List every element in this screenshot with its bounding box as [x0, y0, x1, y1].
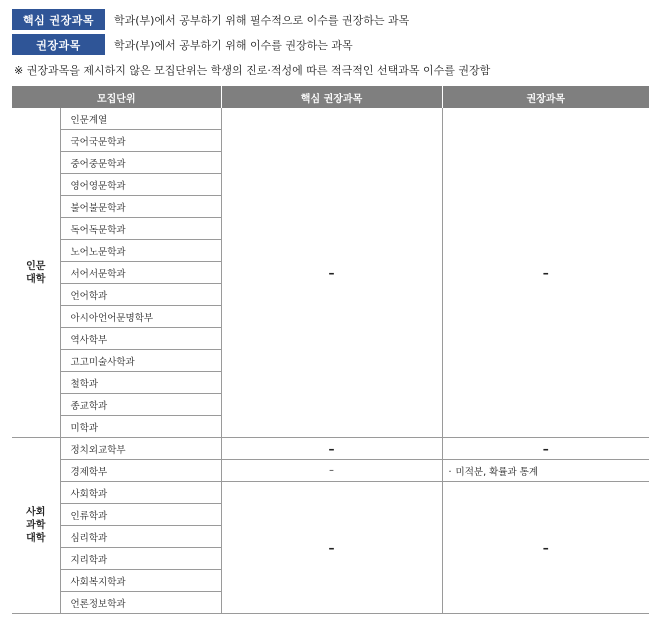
unit-name: 노어노문학과: [60, 240, 221, 262]
unit-name: 서어서문학과: [60, 262, 221, 284]
unit-name: 독어독문학과: [60, 218, 221, 240]
legend-core: [12, 9, 409, 30]
table-row: [12, 438, 649, 460]
recommended-course-value: –: [542, 540, 549, 555]
bullet-icon: ·: [448, 466, 452, 478]
college-name: 인문 대학: [12, 108, 60, 438]
table-row: [12, 482, 649, 504]
core-course-cell: [221, 108, 442, 438]
recommended-course-value: –: [542, 265, 549, 280]
core-course-cell: [221, 460, 442, 482]
recommended-course-cell: [442, 438, 649, 460]
recommended-courses-table: [12, 86, 649, 614]
unit-name: 인류학과: [60, 504, 221, 526]
unit-name: 사회학과: [60, 482, 221, 504]
core-badge: 핵심 권장과목: [12, 9, 105, 30]
table-row: [12, 108, 649, 130]
unit-name: 불어불문학과: [60, 196, 221, 218]
unit-name: 지리학과: [60, 548, 221, 570]
core-description: 학과(부)에서 공부하기 위해 필수적으로 이수를 권장하는 과목: [114, 13, 410, 27]
recommended-course-cell: [442, 460, 649, 482]
unit-name: 고고미술사학과: [60, 350, 221, 372]
unit-name: 아시아언어문명학부: [60, 306, 221, 328]
unit-name: 국어국문학과: [60, 130, 221, 152]
unit-name: 철학과: [60, 372, 221, 394]
core-course-value: –: [329, 465, 334, 476]
core-course-value: –: [328, 441, 335, 456]
unit-name: 사회복지학과: [60, 570, 221, 592]
recommended-course-value: 미적분, 확률과 통계: [455, 466, 539, 478]
core-course-value: –: [328, 265, 335, 280]
unit-name: 영어영문학과: [60, 174, 221, 196]
legend-recommended: [12, 34, 353, 55]
unit-name: 언론정보학과: [60, 592, 221, 614]
unit-name: 역사학부: [60, 328, 221, 350]
unit-name: 인문계열: [60, 108, 221, 130]
core-course-value: –: [328, 540, 335, 555]
recommended-badge: 권장과목: [12, 34, 105, 55]
unit-name: 경제학부: [60, 460, 221, 482]
recommended-course-cell: [442, 482, 649, 614]
unit-name: 미학과: [60, 416, 221, 438]
unit-name: 심리학과: [60, 526, 221, 548]
header-unit: 모집단위: [12, 86, 221, 108]
recommended-description: 학과(부)에서 공부하기 위해 이수를 권장하는 과목: [114, 38, 353, 52]
header-recommended: 권장과목: [442, 86, 649, 108]
header-core: 핵심 권장과목: [221, 86, 442, 108]
core-course-cell: [221, 482, 442, 614]
table-row: [12, 460, 649, 482]
unit-name: 언어학과: [60, 284, 221, 306]
unit-name: 종교학과: [60, 394, 221, 416]
college-name: 사회 과학 대학: [12, 438, 60, 614]
core-course-cell: [221, 438, 442, 460]
note-text: ※ 권장과목을 제시하지 않은 모집단위는 학생의 진로·적성에 따른 적극적인 선택과목 이수를 권장함: [14, 64, 491, 77]
recommended-course-cell: [442, 108, 649, 438]
table-header-row: [12, 86, 649, 108]
recommended-course-value: –: [542, 441, 549, 456]
unit-name: 중어중문학과: [60, 152, 221, 174]
unit-name: 정치외교학부: [60, 438, 221, 460]
